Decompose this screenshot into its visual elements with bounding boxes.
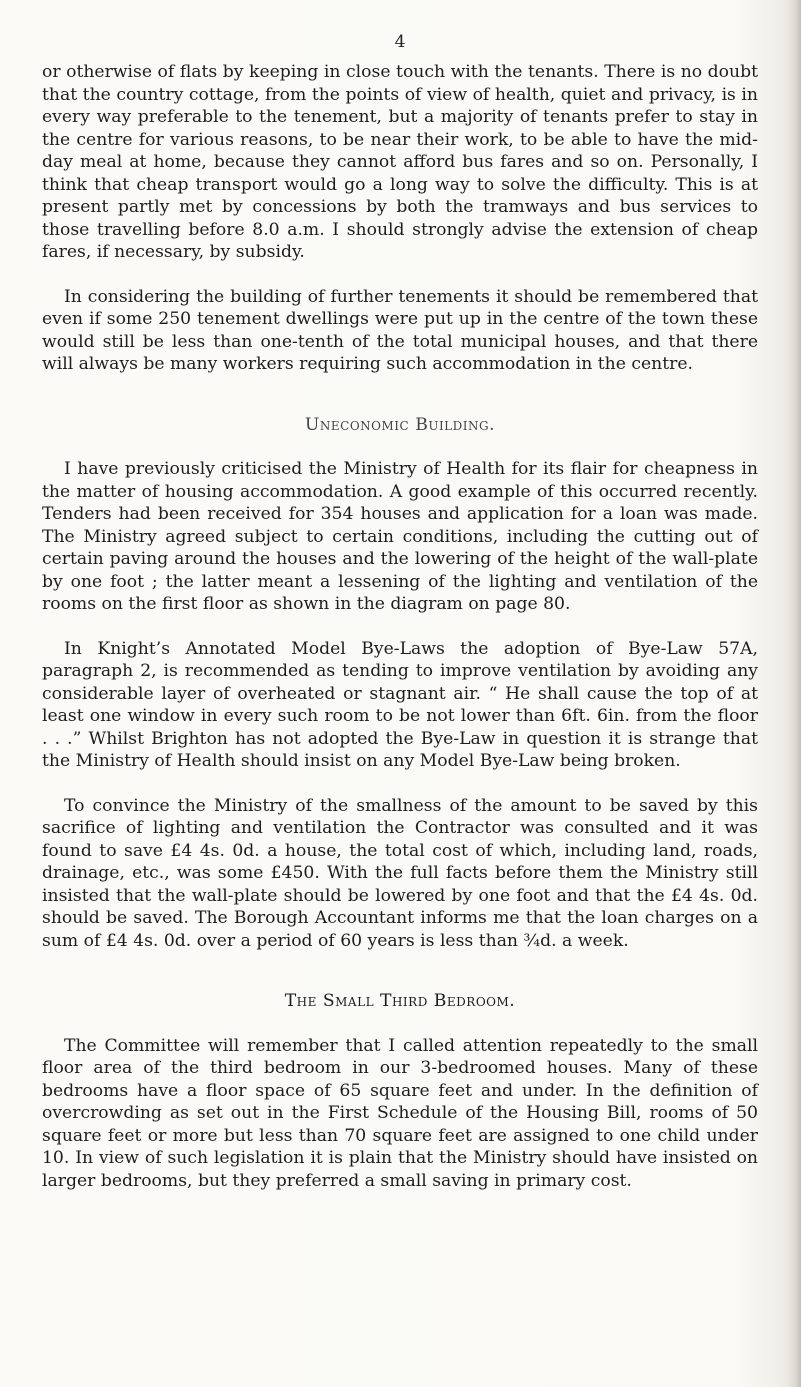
paragraph-ministry-criticism: I have previously criticised the Ministry of Health for its flair for cheapness in the matter of housing accommodation. A good example of this occurred recently. Tenders had been received for 354 houses and application for a loan was made. The Ministry agreed subject to certain conditions, including the cutting out of certain paving around the houses and the lowering of the height of the wall-plate by one foot ; the latter meant a lessening of the lighting and ventilation of the rooms on the first floor as shown in the diagram on page 80. bbox=[42, 459, 758, 614]
paragraph-third-bedroom: The Committee will remember that I called attention repeatedly to the small floor area of the third bedroom in our 3-bedroomed houses. Many of these bedrooms have a floor space of 65 square feet and under. In the definition of overcrowding as set out in the First Schedule of the Housing Bill, rooms of 50 square feet or more but less than 70 square feet are assigned to one child under 10. In view of such legislation it is plain that the Ministry should have insisted on larger bedrooms, but they preferred a small saving in primary cost. bbox=[42, 1035, 758, 1191]
body-text bbox=[42, 56, 758, 1192]
page-number: 4 bbox=[394, 32, 406, 52]
paragraph-bye-laws: In Knight’s Annotated Model Bye-Laws the adoption of Bye-Law 57A, paragraph 2, is recommended as tending to improve ventilation by avoiding any considerable layer of overheated or stagnant air. “ He shall cause the top of at least one window in every such room to be not lower than 6ft. 6in. from the floor . . .” Whilst Brighton has not adopted the Bye-Law in question it is strange that the Ministry of Health should insist on any Model Bye-Law being broken. bbox=[42, 638, 758, 771]
page-edge-shadow bbox=[787, 0, 801, 1387]
paragraph-continuation: or otherwise of flats by keeping in close touch with the tenants. There is no doubt that the country cottage, from the points of view of health, quiet and privacy, is in every way preferable to the tenement, but a majority of tenants prefer to stay in the centre for various reasons, to be near their work, to be able to have the mid-day meal at home, because they cannot afford bus fares and so on. Personally, I think that cheap transport would go a long way to solve the difficulty. This is at present partly met by concessions by both the tramways and bus services to those travelling before 8.0 a.m. I should strongly advise the extension of cheap fares, if necessary, by subsidy. bbox=[42, 62, 758, 262]
section-heading-uneconomic-building: Uneconomic Building. bbox=[304, 414, 496, 435]
section-heading-small-third-bedroom: The Small Third Bedroom. bbox=[284, 991, 516, 1011]
paragraph-tenements: In considering the building of further tenements it should be remembered that even if some 250 tenement dwellings were put up in the centre of the town these would still be less than one-tenth of the total municipal houses, and that there will always be many workers requiring such accommodation in the centre. bbox=[42, 286, 758, 374]
paragraph-cost-saving: To convince the Ministry of the smallness of the amount to be saved by this sacrifice of lighting and ventilation the Contractor was consulted and it was found to save £4 4s. 0d. a house, the total cost of which, including land, roads, drainage, etc., was some £450. With the full facts before them the Ministry still insisted that the wall-plate should be lowered by one foot and that the £4 4s. 0d. should be saved. The Borough Accountant informs me that the loan charges on a sum of £4 4s. 0d. over a period of 60 years is less than ¾d. a week. bbox=[42, 795, 758, 951]
